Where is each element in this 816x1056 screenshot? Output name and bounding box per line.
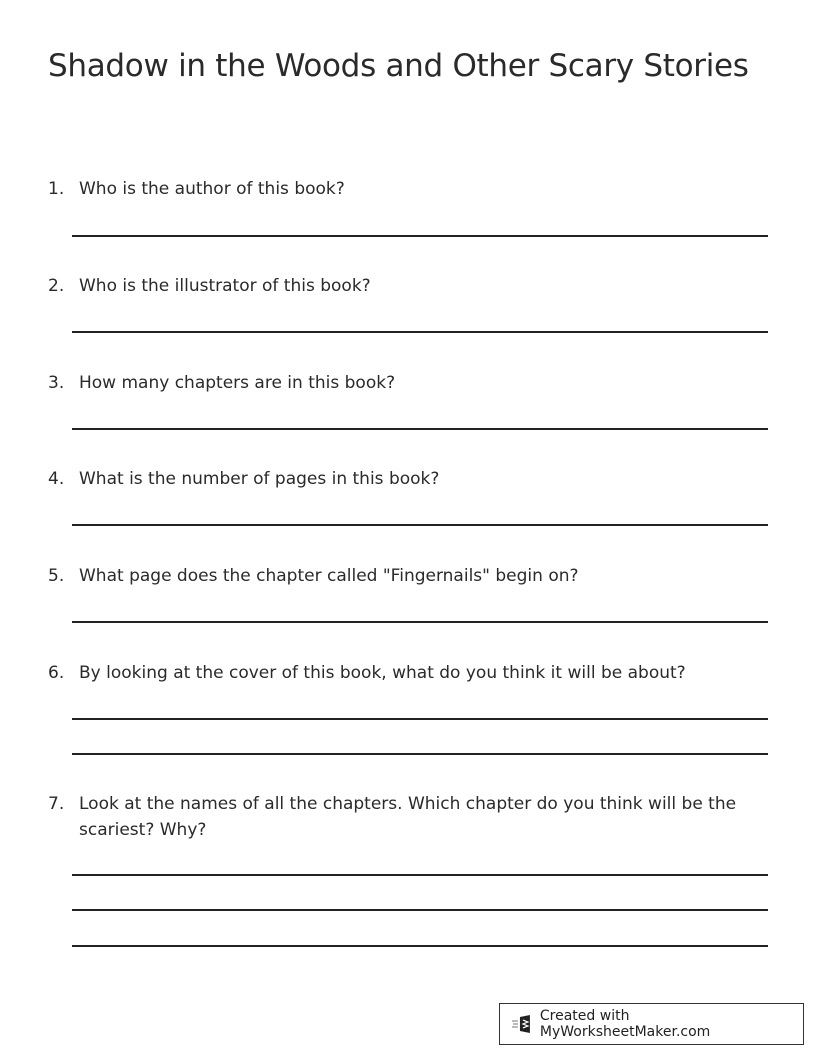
question-number: 4. bbox=[48, 469, 65, 489]
question-text: How many chapters are in this book? bbox=[79, 373, 396, 393]
answer-line[interactable] bbox=[72, 621, 768, 623]
answer-line[interactable] bbox=[72, 753, 768, 755]
footer-credit bbox=[499, 1003, 804, 1045]
question-text: Who is the author of this book? bbox=[79, 179, 345, 199]
answer-line[interactable] bbox=[72, 874, 768, 876]
answer-line[interactable] bbox=[72, 945, 768, 947]
question-number: 2. bbox=[48, 276, 65, 296]
page-title: Shadow in the Woods and Other Scary Stories bbox=[48, 48, 749, 84]
question-text: What page does the chapter called "Fingernails" begin on? bbox=[79, 566, 579, 586]
answer-line[interactable] bbox=[72, 428, 768, 430]
question-1 bbox=[48, 176, 778, 202]
question-3 bbox=[48, 370, 778, 396]
question-number: 5. bbox=[48, 566, 65, 586]
answer-line[interactable] bbox=[72, 524, 768, 526]
question-number: 1. bbox=[48, 179, 65, 199]
footer-text: Created with MyWorksheetMaker.com bbox=[539, 1008, 711, 1040]
question-6 bbox=[48, 660, 778, 686]
question-4 bbox=[48, 466, 778, 492]
worksheet-logo-icon bbox=[512, 1014, 534, 1034]
question-number: 3. bbox=[48, 373, 65, 393]
question-text: Look at the names of all the chapters. Which chapter do you think will be the scariest? Why? bbox=[79, 794, 737, 840]
question-text: What is the number of pages in this book? bbox=[79, 469, 440, 489]
answer-line[interactable] bbox=[72, 235, 768, 237]
answer-line[interactable] bbox=[72, 909, 768, 911]
question-text: Who is the illustrator of this book? bbox=[79, 276, 371, 296]
question-number: 7. bbox=[48, 794, 65, 814]
question-7 bbox=[48, 791, 778, 843]
question-5 bbox=[48, 563, 778, 589]
question-number: 6. bbox=[48, 663, 65, 683]
question-2 bbox=[48, 273, 778, 299]
question-text: By looking at the cover of this book, what do you think it will be about? bbox=[79, 663, 686, 683]
answer-line[interactable] bbox=[72, 718, 768, 720]
answer-line[interactable] bbox=[72, 331, 768, 333]
